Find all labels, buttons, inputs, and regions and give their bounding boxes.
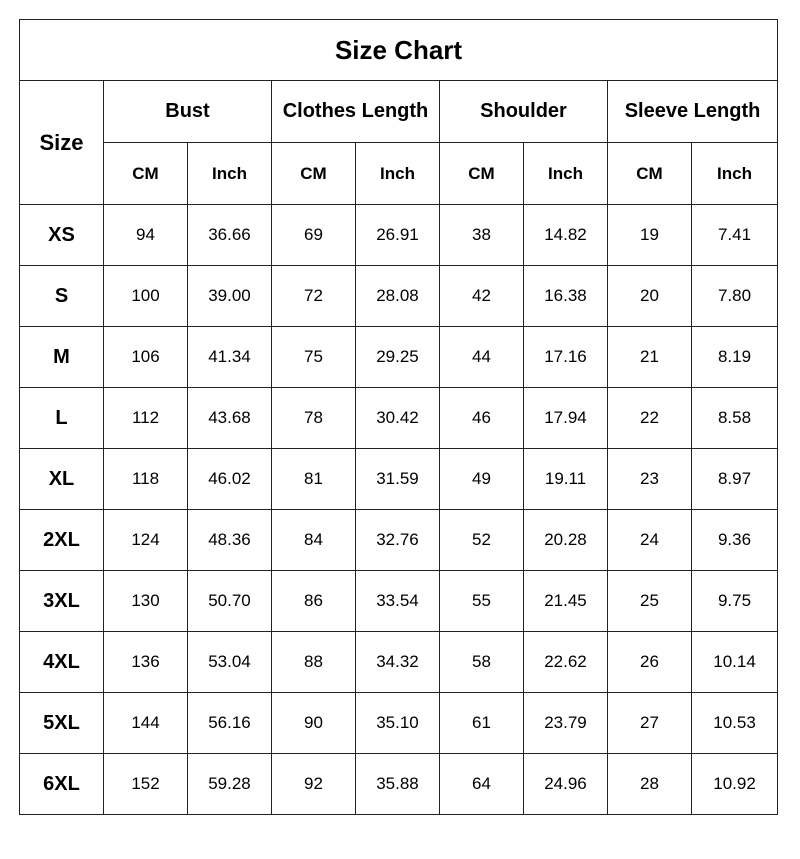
cell-sleeve-length-inch: 7.41 [692, 205, 778, 266]
unit-header-cm: CM [440, 143, 524, 205]
cell-shoulder-inch: 14.82 [524, 205, 608, 266]
group-header-row [20, 81, 778, 143]
cell-bust-inch: 46.02 [188, 449, 272, 510]
table-row [20, 327, 778, 388]
cell-clothes-length-cm: 92 [272, 754, 356, 815]
group-header-shoulder: Shoulder [440, 81, 608, 143]
size-label: S [20, 266, 104, 327]
cell-bust-inch: 39.00 [188, 266, 272, 327]
cell-clothes-length-inch: 29.25 [356, 327, 440, 388]
cell-shoulder-cm: 49 [440, 449, 524, 510]
cell-bust-inch: 43.68 [188, 388, 272, 449]
title-row [20, 20, 778, 81]
cell-bust-cm: 118 [104, 449, 188, 510]
cell-bust-cm: 136 [104, 632, 188, 693]
size-label: 3XL [20, 571, 104, 632]
cell-clothes-length-inch: 31.59 [356, 449, 440, 510]
table-row [20, 632, 778, 693]
table-row [20, 205, 778, 266]
size-label: 2XL [20, 510, 104, 571]
cell-shoulder-cm: 42 [440, 266, 524, 327]
cell-sleeve-length-cm: 28 [608, 754, 692, 815]
cell-bust-cm: 94 [104, 205, 188, 266]
cell-clothes-length-cm: 75 [272, 327, 356, 388]
cell-clothes-length-inch: 32.76 [356, 510, 440, 571]
cell-clothes-length-cm: 90 [272, 693, 356, 754]
cell-sleeve-length-cm: 25 [608, 571, 692, 632]
size-column-header: Size [20, 81, 104, 205]
cell-sleeve-length-cm: 19 [608, 205, 692, 266]
cell-clothes-length-cm: 69 [272, 205, 356, 266]
size-label: L [20, 388, 104, 449]
cell-bust-cm: 106 [104, 327, 188, 388]
cell-sleeve-length-inch: 8.58 [692, 388, 778, 449]
unit-header-inch: Inch [692, 143, 778, 205]
cell-sleeve-length-inch: 10.92 [692, 754, 778, 815]
unit-header-cm: CM [272, 143, 356, 205]
unit-header-inch: Inch [188, 143, 272, 205]
cell-shoulder-inch: 24.96 [524, 754, 608, 815]
cell-shoulder-cm: 64 [440, 754, 524, 815]
table-row [20, 754, 778, 815]
size-label: 6XL [20, 754, 104, 815]
cell-sleeve-length-cm: 23 [608, 449, 692, 510]
cell-clothes-length-cm: 86 [272, 571, 356, 632]
cell-bust-inch: 50.70 [188, 571, 272, 632]
cell-sleeve-length-cm: 21 [608, 327, 692, 388]
cell-shoulder-cm: 46 [440, 388, 524, 449]
cell-bust-inch: 53.04 [188, 632, 272, 693]
size-chart-table [19, 19, 778, 815]
group-header-clothes-length: Clothes Length [272, 81, 440, 143]
cell-shoulder-cm: 55 [440, 571, 524, 632]
cell-shoulder-inch: 21.45 [524, 571, 608, 632]
cell-shoulder-cm: 38 [440, 205, 524, 266]
cell-sleeve-length-inch: 9.36 [692, 510, 778, 571]
cell-clothes-length-cm: 81 [272, 449, 356, 510]
cell-clothes-length-inch: 35.10 [356, 693, 440, 754]
cell-bust-inch: 56.16 [188, 693, 272, 754]
cell-sleeve-length-inch: 8.97 [692, 449, 778, 510]
table-row [20, 571, 778, 632]
table-row [20, 510, 778, 571]
table-row [20, 449, 778, 510]
cell-bust-inch: 48.36 [188, 510, 272, 571]
size-label: M [20, 327, 104, 388]
size-label: XS [20, 205, 104, 266]
size-label: 5XL [20, 693, 104, 754]
cell-sleeve-length-inch: 10.53 [692, 693, 778, 754]
unit-header-cm: CM [104, 143, 188, 205]
cell-shoulder-inch: 19.11 [524, 449, 608, 510]
cell-sleeve-length-cm: 27 [608, 693, 692, 754]
cell-clothes-length-inch: 35.88 [356, 754, 440, 815]
cell-shoulder-inch: 22.62 [524, 632, 608, 693]
cell-bust-inch: 59.28 [188, 754, 272, 815]
cell-clothes-length-cm: 84 [272, 510, 356, 571]
cell-clothes-length-cm: 72 [272, 266, 356, 327]
cell-sleeve-length-inch: 9.75 [692, 571, 778, 632]
cell-shoulder-inch: 17.94 [524, 388, 608, 449]
cell-sleeve-length-inch: 8.19 [692, 327, 778, 388]
cell-shoulder-cm: 44 [440, 327, 524, 388]
group-header-bust: Bust [104, 81, 272, 143]
cell-bust-cm: 100 [104, 266, 188, 327]
cell-clothes-length-inch: 26.91 [356, 205, 440, 266]
table-row [20, 266, 778, 327]
table-row [20, 693, 778, 754]
table-title: Size Chart [20, 20, 778, 81]
cell-bust-inch: 41.34 [188, 327, 272, 388]
cell-bust-cm: 144 [104, 693, 188, 754]
cell-shoulder-cm: 52 [440, 510, 524, 571]
cell-bust-cm: 124 [104, 510, 188, 571]
cell-sleeve-length-cm: 22 [608, 388, 692, 449]
unit-header-inch: Inch [356, 143, 440, 205]
cell-shoulder-cm: 58 [440, 632, 524, 693]
size-label: 4XL [20, 632, 104, 693]
cell-sleeve-length-cm: 26 [608, 632, 692, 693]
size-label: XL [20, 449, 104, 510]
cell-clothes-length-inch: 33.54 [356, 571, 440, 632]
cell-clothes-length-cm: 78 [272, 388, 356, 449]
cell-bust-cm: 130 [104, 571, 188, 632]
table-row [20, 388, 778, 449]
cell-sleeve-length-inch: 10.14 [692, 632, 778, 693]
cell-bust-cm: 112 [104, 388, 188, 449]
cell-bust-cm: 152 [104, 754, 188, 815]
unit-header-row [20, 143, 778, 205]
cell-clothes-length-inch: 30.42 [356, 388, 440, 449]
cell-shoulder-inch: 16.38 [524, 266, 608, 327]
cell-shoulder-inch: 20.28 [524, 510, 608, 571]
cell-shoulder-inch: 23.79 [524, 693, 608, 754]
unit-header-inch: Inch [524, 143, 608, 205]
cell-clothes-length-inch: 28.08 [356, 266, 440, 327]
group-header-sleeve-length: Sleeve Length [608, 81, 778, 143]
cell-shoulder-cm: 61 [440, 693, 524, 754]
cell-sleeve-length-cm: 24 [608, 510, 692, 571]
cell-clothes-length-inch: 34.32 [356, 632, 440, 693]
cell-bust-inch: 36.66 [188, 205, 272, 266]
cell-clothes-length-cm: 88 [272, 632, 356, 693]
cell-shoulder-inch: 17.16 [524, 327, 608, 388]
unit-header-cm: CM [608, 143, 692, 205]
cell-sleeve-length-inch: 7.80 [692, 266, 778, 327]
cell-sleeve-length-cm: 20 [608, 266, 692, 327]
